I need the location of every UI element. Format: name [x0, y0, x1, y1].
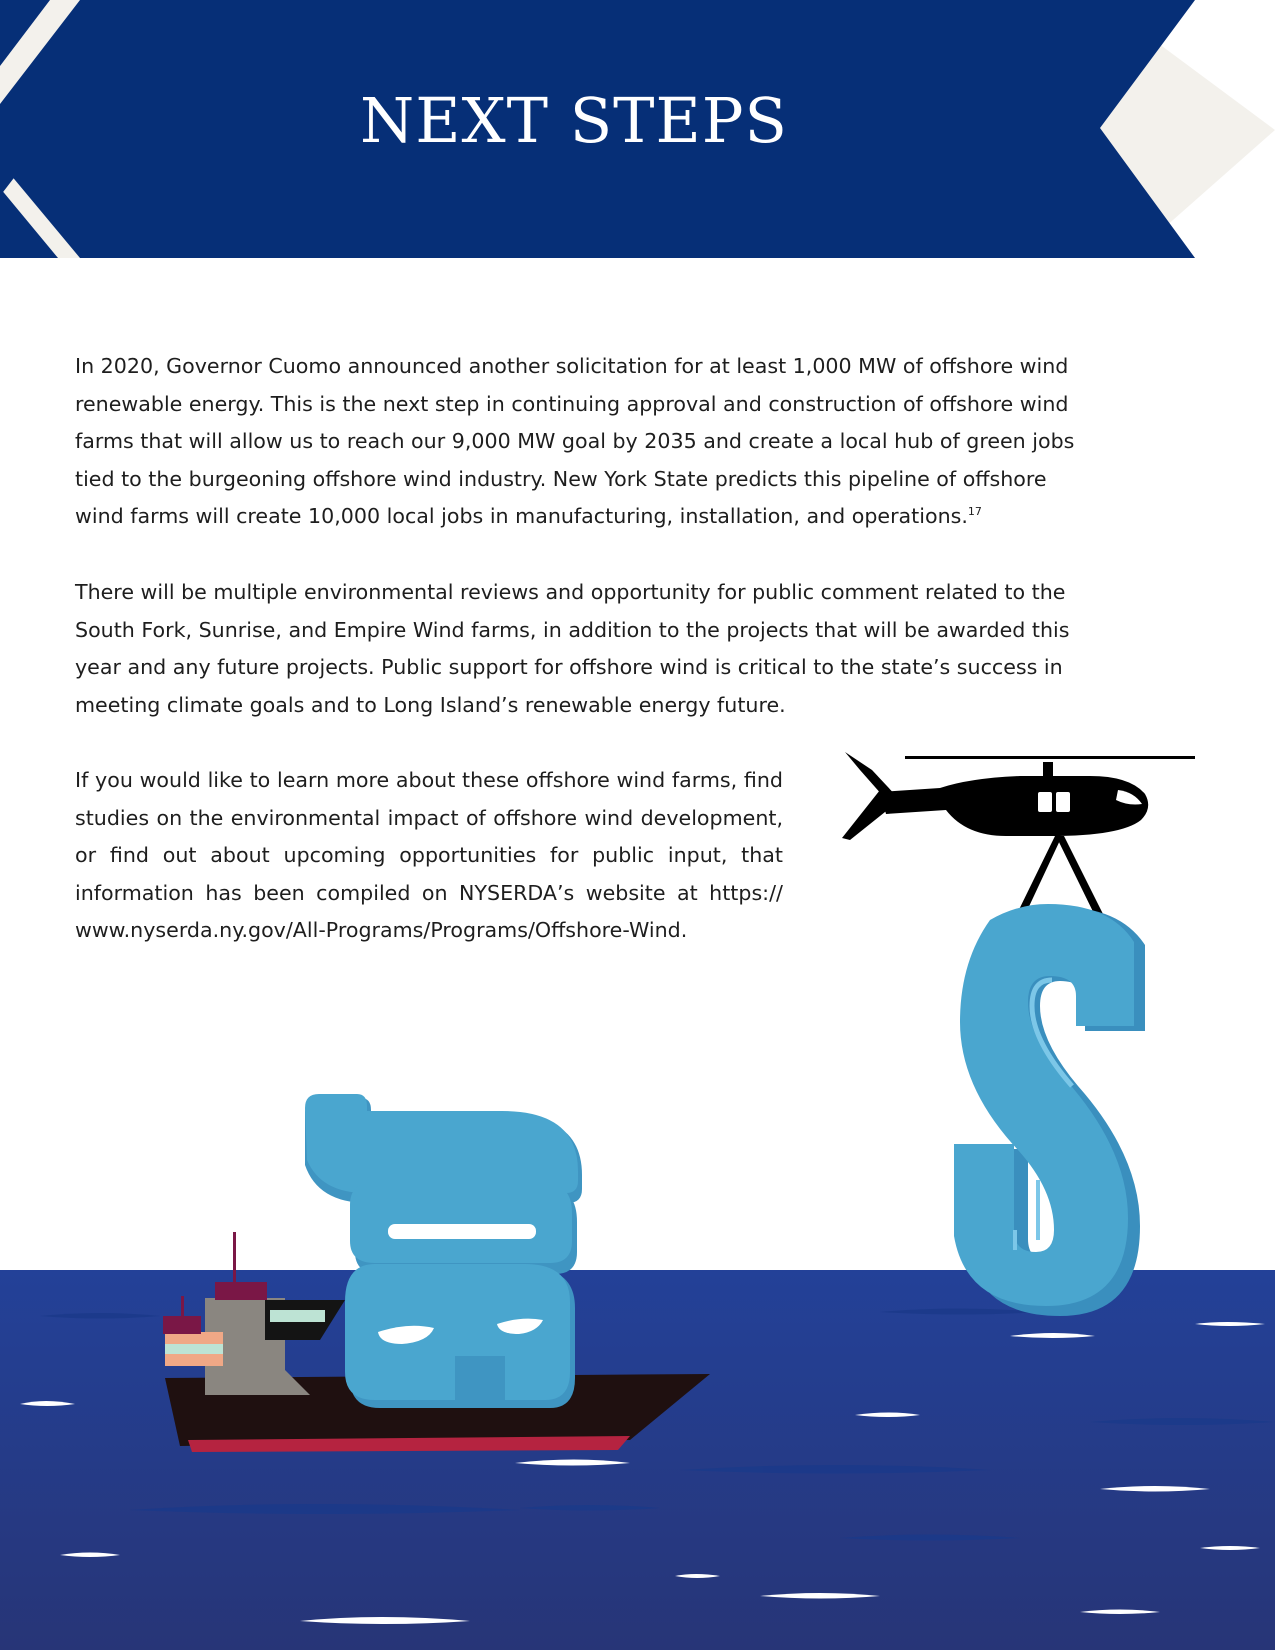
helicopter-body — [880, 776, 1148, 836]
page-title: NEXT STEPS — [360, 84, 788, 157]
footnote-reference: 17 — [967, 505, 982, 519]
letter-s-cargo — [954, 904, 1145, 1316]
ship-mast — [233, 1232, 236, 1284]
helicopter-rotor — [905, 756, 1195, 759]
paragraph-nyserda-website: If you would like to learn more about these offshore wind farms, find studies on the environmental impact of offshore wind development, or find out about upcoming opportunities for public input, that information has been compiled on NYSERDA’s website at https:// www.nyserda.ny.gov/All-Programs/Programs/Offshore-Wind. — [75, 768, 783, 942]
paragraph-public-comment: There will be multiple environmental reviews and opportunity for public comment related to the South Fork, Sunrise, and Empire Wind farms, in addition to the projects that will be awarded this year and any future projects. Public support for offshore wind is critical to the state’s success in meeting climate goals and to Long Island’s renewable energy future. — [75, 580, 1070, 717]
helicopter — [842, 752, 1195, 930]
ship-bridge-cap — [163, 1316, 201, 1334]
paragraph-solicitation-text: In 2020, Governor Cuomo announced another solicitation for at least 1,000 MW of offshore wind renewable energy. This is the next step in continuing approval and construction of offshore wind farms that will allow us to reach our 9,000 MW goal by 2035 and create a local hub of green jobs tied to the burgeoning offshore wind industry. New York State predicts this pipeline of offshore wind farms will create 10,000 local jobs in manufacturing, installation, and operations. — [75, 354, 1075, 528]
stacked-letters-cargo — [305, 1094, 582, 1408]
